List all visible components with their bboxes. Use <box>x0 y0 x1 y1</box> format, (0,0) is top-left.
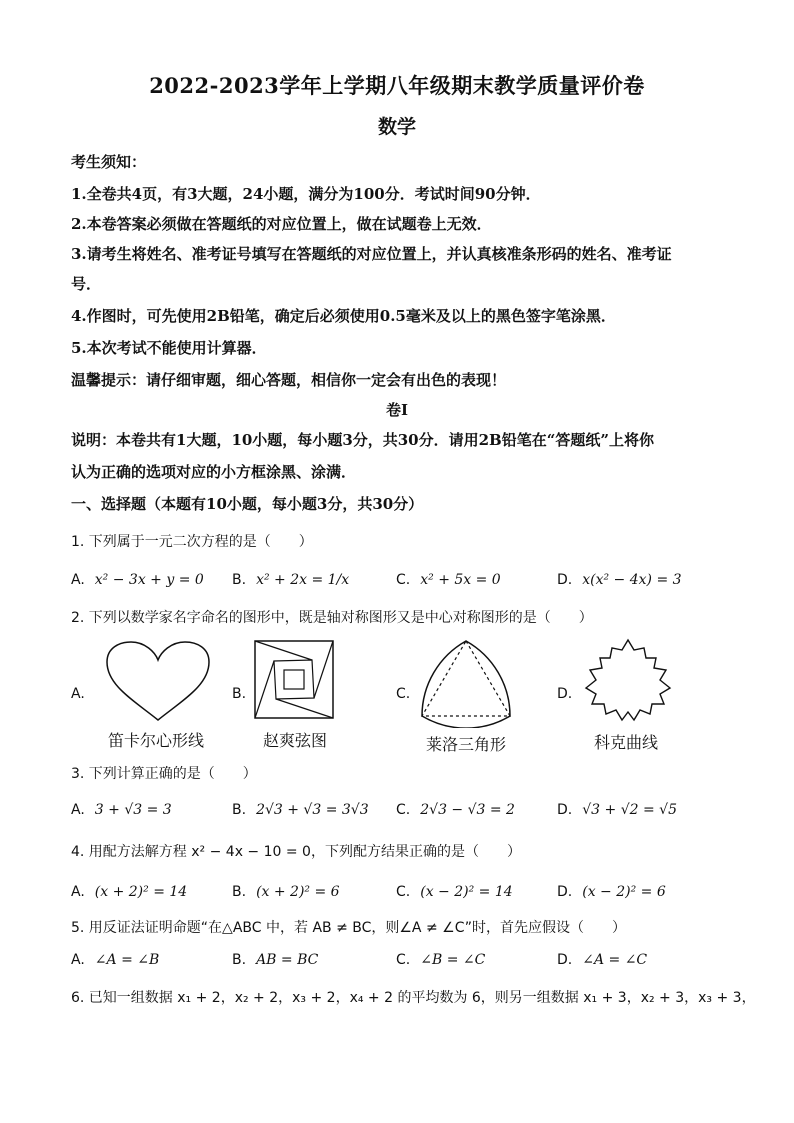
q4-option-c <box>396 882 513 902</box>
notice-item-1: 1.全卷共4页，有3大题，24小题，满分为100分．考试时间90分钟． <box>71 185 541 203</box>
section-heading: 一、选择题（本题有10小题，每小题3分，共30分） <box>71 495 424 513</box>
q3-option-a <box>71 800 172 820</box>
q1-option-b <box>232 570 349 590</box>
option-label: B. <box>232 952 247 968</box>
option-label: D. <box>557 802 573 818</box>
question-1-stem: 1. 下列属于一元二次方程的是（ ） <box>71 534 313 550</box>
q5-option-d <box>557 950 647 970</box>
q1-option-d <box>557 570 682 590</box>
option-text: 3 + √3 = 3 <box>94 802 172 818</box>
option-text: ∠A = ∠B <box>94 952 160 968</box>
option-label: C. <box>396 884 411 900</box>
q2-label-c: C. <box>396 686 411 702</box>
option-text: √3 + √2 = √5 <box>582 802 677 818</box>
option-text: x(x² − 4x) = 3 <box>582 572 682 588</box>
q2-caption-a: 笛卡尔心形线 <box>107 731 204 750</box>
option-label: B. <box>232 572 247 588</box>
q1-option-a <box>71 570 204 590</box>
option-label: B. <box>232 884 247 900</box>
notice-item-2: 2.本卷答案必须做在答题纸的对应位置上，做在试题卷上无效． <box>71 215 492 233</box>
q2-label-b: B. <box>232 686 247 702</box>
question-5-stem: 5. 用反证法证明命题“在△ABC 中，若 AB ≠ BC，则∠A ≠ ∠C”时，首先应假设（ ） <box>71 920 626 936</box>
option-text: x² + 5x = 0 <box>420 572 501 588</box>
notice-item-4: 4.作图时，可先使用2B铅笔，确定后必须使用0.5毫米及以上的黑色签字笔涂黑． <box>71 307 616 325</box>
option-text: x² − 3x + y = 0 <box>94 572 204 588</box>
option-text: ∠A = ∠C <box>582 952 648 968</box>
option-text: (x − 2)² = 6 <box>582 884 666 900</box>
question-6-stem: 6. 已知一组数据 x₁ + 2，x₂ + 2，x₃ + 2，x₄ + 2 的平均数为 6，则另一组数据 x₁ + 3，x₂ + 3，x₃ + 3， <box>71 990 756 1006</box>
q5-option-b <box>232 950 318 970</box>
q3-option-d <box>557 800 677 820</box>
option-label: C. <box>396 572 411 588</box>
exam-title: 2022-2023学年上学期八年级期末教学质量评价卷 <box>149 73 645 98</box>
q4-option-a <box>71 882 187 902</box>
option-label: C. <box>396 802 411 818</box>
option-label: D. <box>557 572 573 588</box>
option-label: B. <box>232 802 247 818</box>
q2-caption-d: 科克曲线 <box>593 733 658 752</box>
option-text: (x + 2)² = 6 <box>256 884 340 900</box>
notice-item-3: 3.请考生将姓名、准考证号填写在答题纸的对应位置上，并认真核准条形码的姓名、准考证 <box>71 245 672 263</box>
q3-option-b <box>232 800 369 820</box>
option-label: A. <box>71 884 85 900</box>
notice-heading: 考生须知： <box>71 153 147 171</box>
option-text: 2√3 − √3 = 2 <box>420 802 515 818</box>
option-text: 2√3 + √3 = 3√3 <box>256 802 369 818</box>
q5-option-c <box>396 950 485 970</box>
option-text: ∠B = ∠C <box>420 952 486 968</box>
zhao-shuang-square-icon <box>254 640 336 720</box>
warm-tip: 温馨提示：请仔细审题，细心答题，相信你一定会有出色的表现！ <box>71 371 507 389</box>
koch-snowflake-icon <box>580 638 676 722</box>
q4-option-d <box>557 882 666 902</box>
q2-label-d: D. <box>557 686 573 702</box>
option-label: A. <box>71 952 85 968</box>
q5-option-a <box>71 950 159 970</box>
q2-caption-b: 赵爽弦图 <box>262 731 327 750</box>
option-text: AB = BC <box>256 952 319 968</box>
option-label: A. <box>71 802 85 818</box>
reuleaux-triangle-icon <box>418 638 514 728</box>
q4-option-b <box>232 882 340 902</box>
question-2-stem: 2. 下列以数学家名字命名的图形中，既是轴对称图形又是中心对称图形的是（ ） <box>71 610 593 626</box>
option-label: C. <box>396 952 411 968</box>
q2-caption-c: 莱洛三角形 <box>425 735 506 754</box>
option-label: A. <box>71 572 85 588</box>
option-text: x² + 2x = 1/x <box>256 572 350 588</box>
volume-desc-2: 认为正确的选项对应的小方框涂黑、涂满． <box>71 463 357 481</box>
notice-item-5: 5.本次考试不能使用计算器． <box>71 339 267 357</box>
question-4-stem: 4. 用配方法解方程 x² − 4x − 10 = 0，下列配方结果正确的是（ ） <box>71 844 521 860</box>
notice-item-3-cont: 号． <box>71 275 102 293</box>
option-text: (x + 2)² = 14 <box>94 884 188 900</box>
subject-title: 数学 <box>377 116 416 138</box>
q1-option-c <box>396 570 501 590</box>
option-label: D. <box>557 952 573 968</box>
q3-option-c <box>396 800 515 820</box>
q2-label-a: A. <box>71 686 85 702</box>
heart-curve-icon <box>103 640 213 724</box>
question-3-stem: 3. 下列计算正确的是（ ） <box>71 766 257 782</box>
option-label: D. <box>557 884 573 900</box>
volume-name: 卷Ⅰ <box>385 401 409 419</box>
option-text: (x − 2)² = 14 <box>420 884 513 900</box>
volume-desc-1: 说明：本卷共有1大题，10小题，每小题3分，共30分．请用2B铅笔在“答题纸”上将你 <box>71 431 654 449</box>
